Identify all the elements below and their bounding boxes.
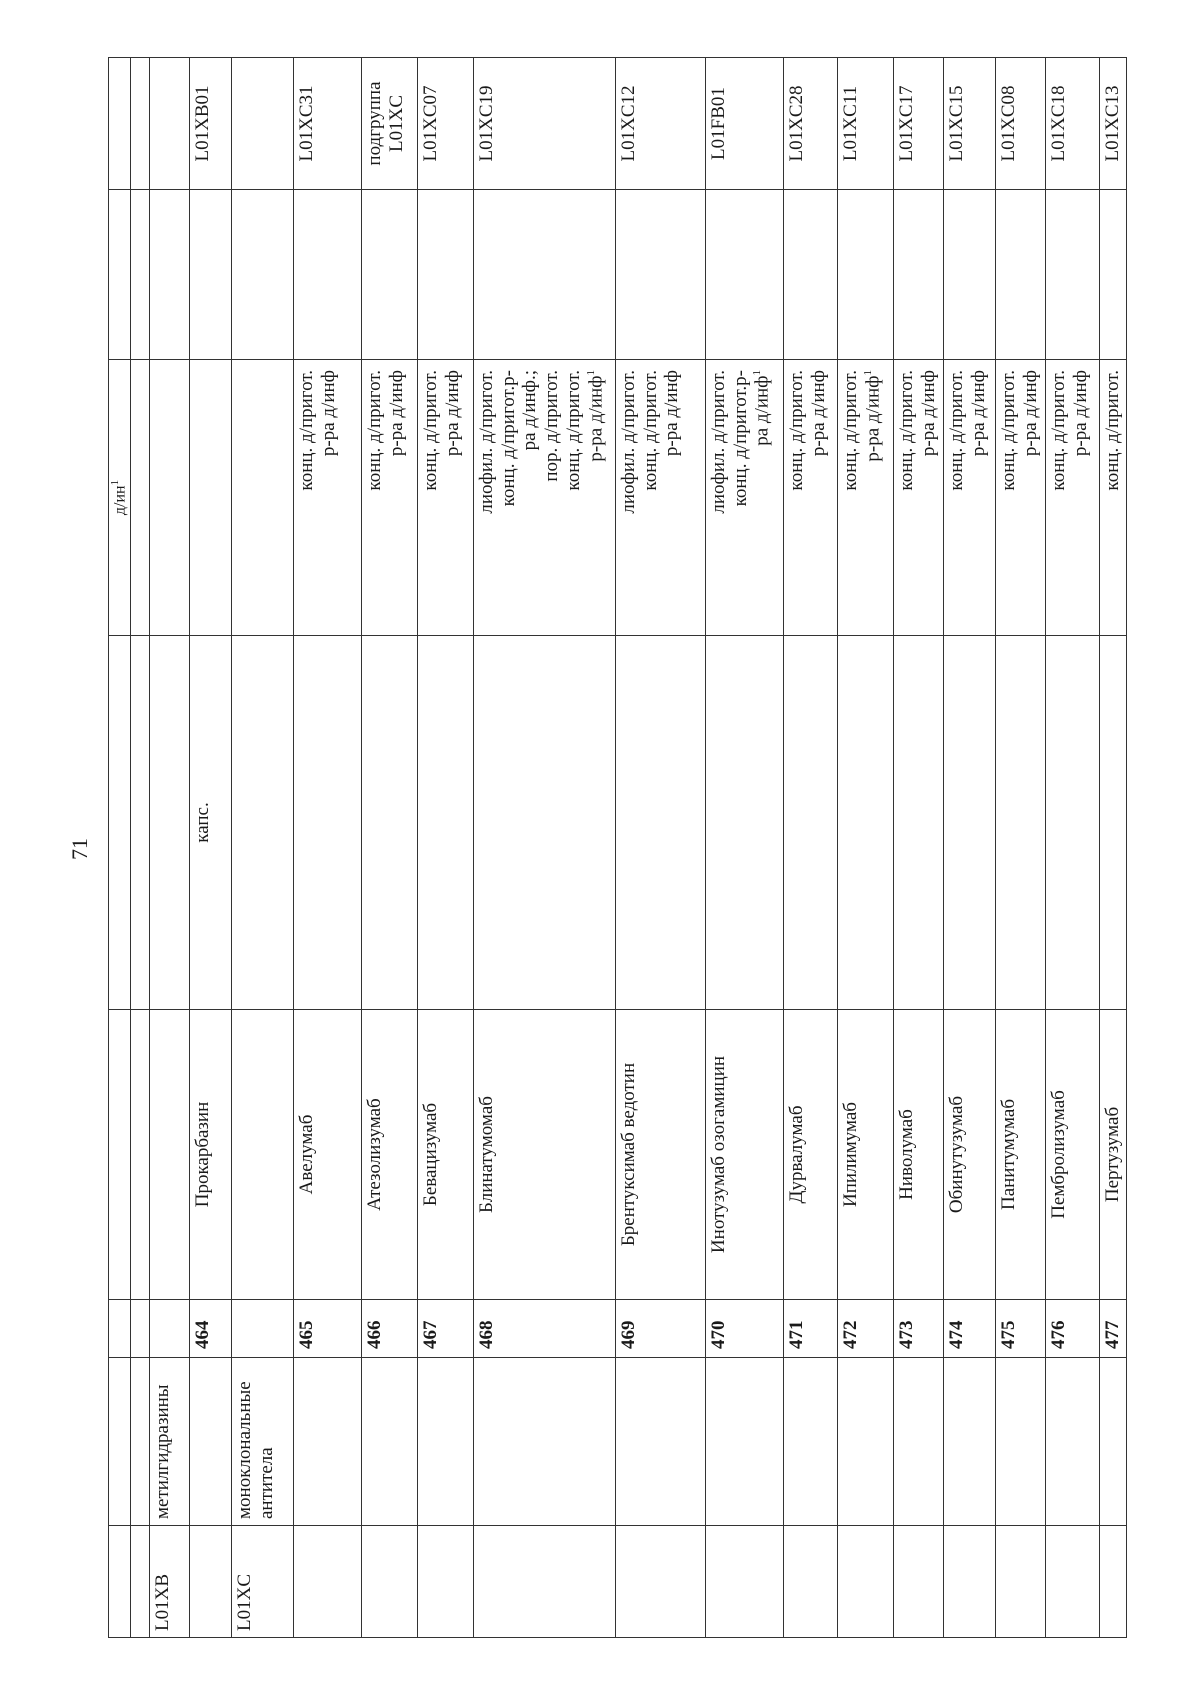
row-number: 471 — [783, 1300, 837, 1358]
empty-cell — [705, 1358, 783, 1526]
empty-cell — [149, 58, 189, 190]
injection-form-line: р-ра д/инф — [807, 370, 829, 457]
injection-form-line: р-ра д/инф — [1019, 370, 1041, 457]
empty-cell — [293, 190, 361, 360]
injection-form — [893, 360, 943, 636]
injection-form — [417, 360, 473, 636]
group-name: моноклональные антитела — [231, 1358, 293, 1526]
injection-form-line: лиофил. д/пригот. — [617, 370, 639, 514]
empty-cell — [231, 360, 293, 636]
atc-code — [705, 58, 783, 190]
row-number: 475 — [995, 1300, 1045, 1358]
empty-cell — [837, 190, 893, 360]
atc-code — [943, 58, 995, 190]
injection-form-line: ра д/инф$^1$ — [751, 370, 773, 446]
empty-cell — [149, 1010, 189, 1300]
row-number: 464 — [189, 1300, 231, 1358]
empty-cell — [231, 636, 293, 1010]
empty-cell — [149, 1300, 189, 1358]
empty-cell — [231, 58, 293, 190]
drug-name: Ниволумаб — [893, 1010, 943, 1300]
drug-name: Прокарбазин — [189, 1010, 231, 1300]
header-row-top — [109, 58, 131, 1638]
atc-code-line: L01XC28 — [785, 85, 807, 162]
atc-code — [995, 58, 1045, 190]
drug-row — [615, 58, 705, 1638]
injection-form — [473, 360, 615, 636]
oral-form: капс. — [189, 636, 231, 1010]
oral-form — [893, 636, 943, 1010]
atc-code-line: L01XC12 — [617, 85, 639, 162]
drug-row — [1045, 58, 1099, 1638]
atc-code — [1045, 58, 1099, 190]
injection-form-line: конц. д/пригот. — [1101, 370, 1123, 491]
injection-form-line: конц. д/пригот.р- — [497, 370, 519, 507]
empty-cell — [473, 1526, 615, 1638]
row-number: 470 — [705, 1300, 783, 1358]
injection-form-line: конц. д/пригот. — [419, 370, 441, 491]
empty-cell — [837, 1526, 893, 1638]
atc-code-line: L01XB01 — [191, 85, 213, 162]
atc-code-line: L01XC19 — [475, 85, 497, 162]
oral-form — [615, 636, 705, 1010]
oral-form — [417, 636, 473, 1010]
empty-cell — [189, 1358, 231, 1526]
empty-cell — [1099, 1358, 1126, 1526]
atc-code — [837, 58, 893, 190]
drug-name: Инотузумаб озогамицин — [705, 1010, 783, 1300]
injection-form — [837, 360, 893, 636]
injection-form-line: р-ра д/инф$^1$ — [861, 370, 883, 462]
atc-code — [361, 58, 417, 190]
empty-cell — [231, 1010, 293, 1300]
drug-name: Авелумаб — [293, 1010, 361, 1300]
row-number: 476 — [1045, 1300, 1099, 1358]
empty-cell — [783, 1526, 837, 1638]
oral-form — [293, 636, 361, 1010]
drug-row — [417, 58, 473, 1638]
drug-name: Ипилимумаб — [837, 1010, 893, 1300]
empty-cell — [893, 190, 943, 360]
empty-cell — [1045, 190, 1099, 360]
drug-row — [189, 58, 231, 1638]
injection-form-line: ра д/инф.; — [519, 370, 541, 451]
injection-form — [995, 360, 1045, 636]
drug-row — [995, 58, 1045, 1638]
empty-cell — [783, 190, 837, 360]
injection-form — [189, 360, 231, 636]
empty-cell — [615, 1526, 705, 1638]
atc-code — [473, 58, 615, 190]
atc-code — [783, 58, 837, 190]
atc-code — [189, 58, 231, 190]
injection-form-line: конц. д/пригот.р- — [729, 370, 751, 507]
injection-form-line: конц. д/пригот. — [639, 370, 661, 491]
oral-form — [361, 636, 417, 1010]
injection-form-line: конц. д/пригот. — [295, 370, 317, 491]
oral-form — [1045, 636, 1099, 1010]
drug-row — [837, 58, 893, 1638]
atc-code-line: L01XC13 — [1101, 85, 1123, 162]
header-row-bottom — [130, 58, 149, 1638]
atc-code — [417, 58, 473, 190]
empty-cell — [943, 190, 995, 360]
empty-cell — [293, 1526, 361, 1638]
injection-form-line: р-ра д/инф — [441, 370, 463, 457]
empty-cell — [473, 1358, 615, 1526]
atc-code — [293, 58, 361, 190]
empty-cell — [1099, 1526, 1126, 1638]
injection-form-line: р-ра д/инф — [917, 370, 939, 457]
atc-code-line: L01XC07 — [419, 85, 441, 162]
empty-cell — [995, 1526, 1045, 1638]
row-number: 477 — [1099, 1300, 1126, 1358]
row-number: 473 — [893, 1300, 943, 1358]
document-frame — [108, 58, 1123, 1638]
atc-group-code: L01XB — [149, 1526, 189, 1638]
drug-name: Обинутузумаб — [943, 1010, 995, 1300]
drug-name: Пембролизумаб — [1045, 1010, 1099, 1300]
empty-cell — [1099, 190, 1126, 360]
drug-row — [473, 58, 615, 1638]
drug-row — [705, 58, 783, 1638]
drug-row — [293, 58, 361, 1638]
atc-code — [893, 58, 943, 190]
empty-cell — [1045, 1526, 1099, 1638]
injection-form-line: конц. д/пригот. — [895, 370, 917, 491]
empty-cell — [705, 190, 783, 360]
drug-row — [943, 58, 995, 1638]
injection-form-line: конц. д/пригот. — [563, 370, 585, 491]
oral-form — [837, 636, 893, 1010]
row-number: 469 — [615, 1300, 705, 1358]
atc-code — [1099, 58, 1126, 190]
atc-code-line: L01XC18 — [1047, 85, 1069, 162]
empty-cell — [189, 1526, 231, 1638]
empty-cell — [361, 190, 417, 360]
drug-row — [361, 58, 417, 1638]
empty-cell — [361, 1358, 417, 1526]
form-header-cell: $д/ин^1$ — [109, 360, 131, 636]
atc-code-line: подгруппа — [363, 81, 385, 166]
injection-form — [293, 360, 361, 636]
empty-cell — [149, 636, 189, 1010]
rotated-table-container — [108, 58, 1123, 1638]
row-number: 474 — [943, 1300, 995, 1358]
table-body — [109, 58, 1127, 1638]
injection-form — [943, 360, 995, 636]
row-number: 468 — [473, 1300, 615, 1358]
atc-code-line: L01XC17 — [895, 85, 917, 162]
injection-form-line: конц. д/пригот. — [363, 370, 385, 491]
injection-form — [705, 360, 783, 636]
injection-form — [1099, 360, 1126, 636]
oral-form — [783, 636, 837, 1010]
empty-cell — [231, 1300, 293, 1358]
empty-cell — [417, 1358, 473, 1526]
empty-cell — [893, 1526, 943, 1638]
group-row — [149, 58, 189, 1638]
drug-row — [783, 58, 837, 1638]
injection-form — [361, 360, 417, 636]
empty-cell — [473, 190, 615, 360]
injection-form-line: конц. д/пригот. — [997, 370, 1019, 491]
drug-table — [108, 57, 1127, 1638]
drug-name: Дурвалумаб — [783, 1010, 837, 1300]
drug-name: Бевацизумаб — [417, 1010, 473, 1300]
injection-form-line: р-ра д/инф — [967, 370, 989, 457]
injection-form-line: лиофил. д/пригот. — [707, 370, 729, 514]
empty-cell — [705, 1526, 783, 1638]
empty-cell — [943, 1526, 995, 1638]
row-number: 466 — [361, 1300, 417, 1358]
injection-form-line: конц. д/пригот. — [945, 370, 967, 491]
empty-cell — [837, 1358, 893, 1526]
atc-code — [615, 58, 705, 190]
empty-cell — [943, 1358, 995, 1526]
empty-cell — [995, 190, 1045, 360]
injection-form-line: конц. д/пригот. — [839, 370, 861, 491]
atc-code-line: L01XC15 — [945, 85, 967, 162]
empty-cell — [615, 190, 705, 360]
injection-form-line: лиофил. д/пригот. — [475, 370, 497, 514]
empty-cell — [149, 360, 189, 636]
empty-cell — [995, 1358, 1045, 1526]
empty-cell — [1045, 1358, 1099, 1526]
oral-form — [705, 636, 783, 1010]
page-number: 71 — [67, 838, 92, 860]
row-number: 472 — [837, 1300, 893, 1358]
oral-form — [473, 636, 615, 1010]
empty-cell — [361, 1526, 417, 1638]
empty-cell — [893, 1358, 943, 1526]
atc-code-line: L01FB01 — [707, 87, 729, 160]
row-number: 467 — [417, 1300, 473, 1358]
empty-cell — [293, 1358, 361, 1526]
atc-group-code: L01XC — [231, 1526, 293, 1638]
drug-name: Пертузумаб — [1099, 1010, 1126, 1300]
injection-form-line: р-ра д/инф — [661, 370, 683, 457]
drug-name: Панитумумаб — [995, 1010, 1045, 1300]
empty-cell — [615, 1358, 705, 1526]
injection-form-line: р-ра д/инф — [1069, 370, 1091, 457]
injection-form — [615, 360, 705, 636]
oral-form — [1099, 636, 1126, 1010]
oral-form — [943, 636, 995, 1010]
empty-cell — [783, 1358, 837, 1526]
empty-cell — [189, 190, 231, 360]
empty-cell — [417, 1526, 473, 1638]
injection-form-line: р-ра д/инф$^1$ — [584, 370, 607, 462]
injection-form — [1045, 360, 1099, 636]
injection-form-line: пор. д/пригот. — [541, 370, 563, 482]
empty-cell — [417, 190, 473, 360]
atc-code-line: L01XC31 — [295, 85, 317, 162]
oral-form — [995, 636, 1045, 1010]
empty-cell — [231, 190, 293, 360]
injection-form-line: конц. д/пригот. — [785, 370, 807, 491]
group-row — [231, 58, 293, 1638]
group-name: метилгидразины — [149, 1358, 189, 1526]
injection-form — [783, 360, 837, 636]
atc-code-line: L01XC11 — [839, 85, 861, 162]
drug-name: Атезолизумаб — [361, 1010, 417, 1300]
empty-cell — [149, 190, 189, 360]
atc-code-line: L01XC — [385, 95, 407, 152]
injection-form-line: конц. д/пригот. — [1047, 370, 1069, 491]
drug-row — [893, 58, 943, 1638]
injection-form-line: р-ра д/инф — [385, 370, 407, 457]
drug-name: Блинатумомаб — [473, 1010, 615, 1300]
atc-code-line: L01XC08 — [997, 85, 1019, 162]
drug-name: Брентуксимаб ведотин — [615, 1010, 705, 1300]
injection-form-line: р-ра д/инф — [317, 370, 339, 457]
row-number: 465 — [293, 1300, 361, 1358]
drug-row — [1099, 58, 1126, 1638]
